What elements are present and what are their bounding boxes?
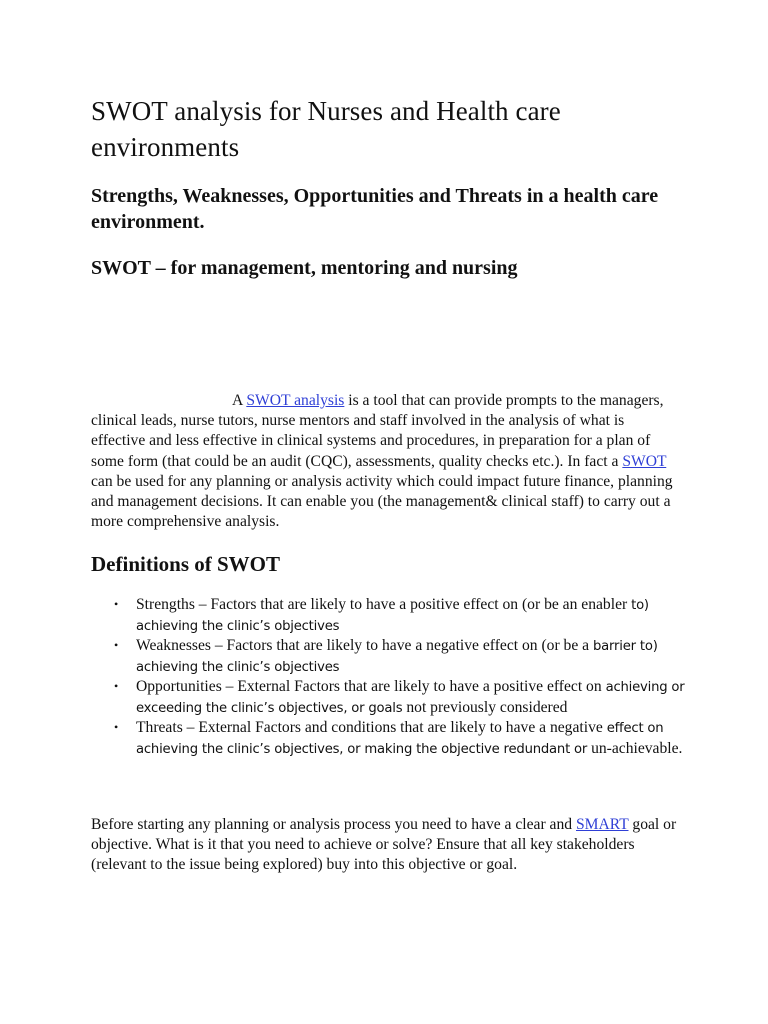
bullet-icon: •: [114, 679, 119, 693]
definition-continuation: achieving or exceeding the clinic’s objectives, or goals: [136, 680, 685, 716]
definition-tail: not previously considered: [402, 698, 568, 716]
definition-tail: un-achievable.: [591, 739, 683, 757]
definition-lead: Strengths – Factors that are likely to have a positive effect on (or be an enabler: [136, 596, 628, 613]
definition-opportunities: [91, 677, 691, 718]
definition-lead: Weaknesses – Factors that are likely to have a negative effect on (or be a: [136, 637, 590, 654]
definition-lead: Opportunities – External Factors that are likely to have a positive effect on: [136, 678, 602, 695]
closing-lead: Before starting any planning or analysis process you need to have a clear and: [91, 816, 576, 833]
section-subtitle: SWOT – for management, mentoring and nursing: [91, 257, 518, 279]
page-title: SWOT analysis for Nurses and Health care environments: [91, 96, 561, 162]
swot-link[interactable]: SWOT: [622, 452, 667, 470]
subtitle: Strengths, Weaknesses, Opportunities and Threats in a health care environment.: [91, 185, 659, 233]
intro-lead: A: [232, 392, 247, 409]
bullet-icon: •: [114, 597, 119, 611]
definition-continuation: to) achieving the clinic’s objectives: [136, 598, 649, 634]
intro-paragraph: [91, 391, 677, 532]
definition-continuation: effect on achieving the clinic’s objectives, or making the objective redundant or: [136, 721, 664, 757]
closing-rest: goal or objective. What is it that you need to achieve or solve? Ensure that all key stakeholders (relevant to the issue being explored) buy into this objective or goal.: [91, 816, 677, 874]
definition-weaknesses: [91, 636, 691, 677]
definition-continuation: barrier to) achieving the clinic’s objectives: [136, 639, 658, 675]
intro-text-part3: can be used for any planning or analysis activity which could impact future finance, planning and management decisions. It can enable you (the management& clinical staff) to carry out a more comprehensive analysis.: [91, 472, 673, 531]
swot-analysis-link[interactable]: SWOT analysis: [246, 392, 345, 409]
definition-strengths: [91, 595, 691, 636]
bullet-icon: •: [114, 638, 119, 652]
definitions-list: [91, 595, 691, 759]
smart-link[interactable]: SMART: [575, 816, 629, 833]
definition-threats: [91, 718, 691, 759]
definitions-heading: Definitions of SWOT: [91, 552, 281, 576]
definition-lead: Threats – External Factors and conditions that are likely to have a negative: [136, 719, 603, 736]
closing-paragraph: [91, 815, 677, 876]
bullet-icon: •: [114, 720, 119, 734]
intro-text-part2: is a tool that can provide prompts to the managers, clinical leads, nurse tutors, nurse mentors and staff involved in the analysis of what is effective and less effective in clinical systems and procedures, in preparation for a plan of some form (that could be an audit (CQC), assessments, quality checks etc.). In fact a: [91, 392, 664, 470]
